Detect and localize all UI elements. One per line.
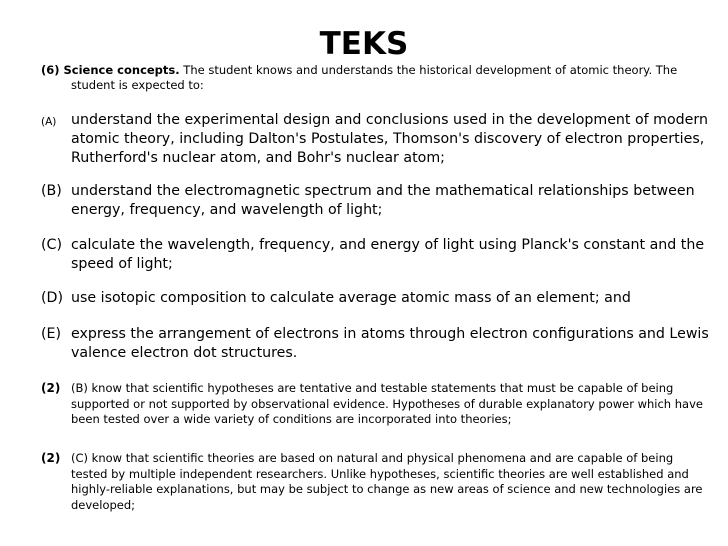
intro-lead: (6) Science concepts.	[41, 63, 180, 77]
item-marker: (A)	[41, 116, 57, 128]
slide-title: TEKS	[319, 26, 409, 62]
item-text: (C) know that scientific theories are based on natural and physical phenomena and are capable of being tested by multiple independent researchers. Unlike hypotheses, scientific theories are well established and highly-reliable explanations, but may be subject to change as new areas of science and new technologies are developed;	[71, 451, 703, 512]
item-text: (B) know that scientific hypotheses are tentative and testable statements that must be capable of being supported or not supported by observational evidence. Hypotheses of durable explanatory power which have been tested over a wide variety of conditions are incorporated into theories;	[71, 381, 703, 426]
item-marker: (2)	[41, 451, 61, 465]
item-text: express the arrangement of electrons in atoms through electron configurations and Lewis valence electron dot structures.	[71, 326, 709, 361]
item-marker: (E)	[41, 326, 62, 342]
item-marker: (C)	[41, 237, 62, 253]
intro-paragraph	[41, 63, 713, 93]
item-text: understand the experimental design and conclusions used in the development of modern atomic theory, including Dalton's Postulates, Thomson's discovery of electron properties, Rutherford's nuclear atom, and Bohr's nuclear atom;	[71, 112, 708, 166]
item-text: calculate the wavelength, frequency, and energy of light using Planck's constant and the speed of light;	[71, 237, 705, 272]
item-text: understand the electromagnetic spectrum and the mathematical relationships between energy, frequency, and wavelength of light;	[71, 183, 695, 218]
item-marker: (D)	[41, 290, 63, 306]
item-marker: (2)	[41, 381, 61, 395]
item-marker: (B)	[41, 183, 62, 199]
item-text: use isotopic composition to calculate average atomic mass of an element; and	[71, 290, 631, 306]
intro-text: The student knows and understands the historical development of atomic theory. The student is expected to:	[71, 63, 678, 92]
